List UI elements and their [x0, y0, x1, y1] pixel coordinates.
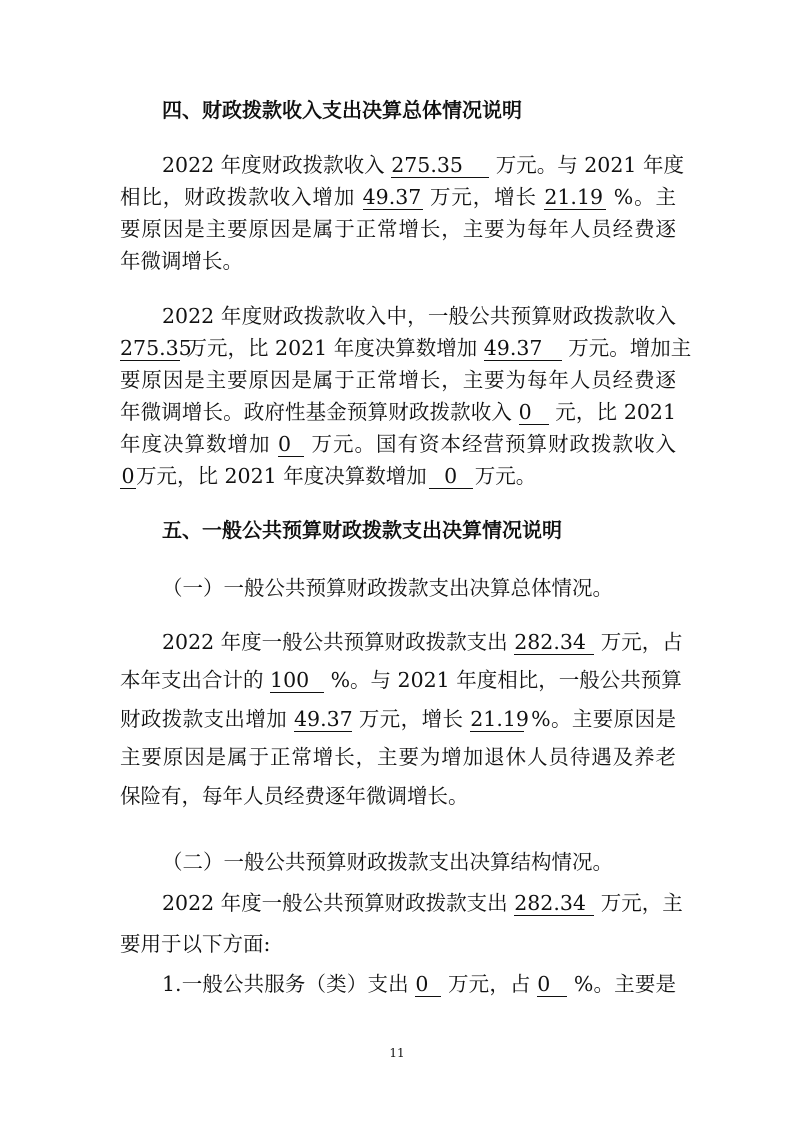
- section5-heading: 五、一般公共预算财政拨款支出决算情况说明: [162, 518, 562, 542]
- section4-heading: 四、财政拨款收入支出决算总体情况说明: [162, 98, 522, 122]
- p3-line1: 2022 年度一般公共预算财政拨款支出 282.34 万元，占: [162, 630, 683, 654]
- general-budget-revenue-value: 275.35: [120, 336, 192, 360]
- general-budget-increase-value: 49.37: [484, 338, 562, 361]
- p1-line1: 2022 年度财政拨款收入 275.35 万元。与 2021 年度: [162, 153, 684, 177]
- p2-line6: 0万元，比 2021 年度决算数增加 0 万元。: [121, 464, 537, 488]
- p1-line3: 要原因是主要原因是属于正常增长，主要为每年人员经费逐: [120, 217, 676, 241]
- general-service-share-value: 0: [537, 974, 567, 997]
- page-number: 11: [389, 1046, 405, 1060]
- p2-line5: 年度决算数增加 0 万元。国有资本经营预算财政拨款收入: [120, 432, 676, 456]
- state-capital-revenue-value: 0: [121, 464, 135, 488]
- item1-line: 1.一般公共服务（类）支出 0 万元，占 0 %。主要是: [162, 972, 676, 996]
- structure-expenditure-value: 282.34: [514, 893, 594, 916]
- revenue-increase-value: 49.37: [362, 185, 422, 209]
- revenue-value: 275.35: [391, 155, 489, 178]
- p2-line2: 275.35 万元，比 2021 年度决算数增加 49.37 万元。增加主: [120, 336, 692, 360]
- p2-line4: 年微调增长。政府性基金预算财政拨款收入 0 元，比 2021: [120, 400, 676, 424]
- p3-line2: 本年支出合计的 100 %。与 2021 年度相比，一般公共预算: [120, 668, 682, 692]
- subsection2-heading: （二）一般公共预算财政拨款支出决算结构情况。: [162, 850, 613, 874]
- p2-line3: 要原因是主要原因是属于正常增长，主要为每年人员经费逐: [120, 368, 676, 392]
- subsection1-heading: （一）一般公共预算财政拨款支出决算总体情况。: [162, 576, 613, 600]
- p2-line1: 2022 年度财政拨款收入中，一般公共预算财政拨款收入: [162, 304, 676, 328]
- expenditure-value: 282.34: [514, 632, 594, 655]
- expenditure-increase-value: 49.37: [294, 707, 353, 731]
- p3-line3: 财政拨款支出增加 49.37 万元，增长 21.19 %。主要原因是: [120, 707, 676, 731]
- p3-line5: 保险有，每年人员经费逐年微调增长。: [120, 784, 469, 808]
- revenue-growth-value: 21.19: [544, 187, 606, 210]
- state-capital-increase-value: 0: [429, 466, 473, 489]
- p4-line2: 要用于以下方面:: [120, 932, 271, 956]
- p4-line1: 2022 年度一般公共预算财政拨款支出 282.34 万元，主: [162, 891, 683, 915]
- p1-line2: 相比，财政拨款收入增加 49.37 万元，增长 21.19 %。主: [120, 185, 676, 209]
- p3-line4: 主要原因是属于正常增长，主要为增加退休人员待遇及养老: [120, 745, 676, 769]
- expenditure-share-value: 100: [270, 670, 324, 693]
- general-service-expenditure-value: 0: [415, 974, 441, 997]
- fund-budget-revenue-value: 0: [519, 402, 549, 425]
- fund-budget-increase-value: 0: [278, 434, 304, 457]
- expenditure-growth-value: 21.19: [470, 707, 529, 731]
- p1-line4: 年微调增长。: [120, 249, 243, 273]
